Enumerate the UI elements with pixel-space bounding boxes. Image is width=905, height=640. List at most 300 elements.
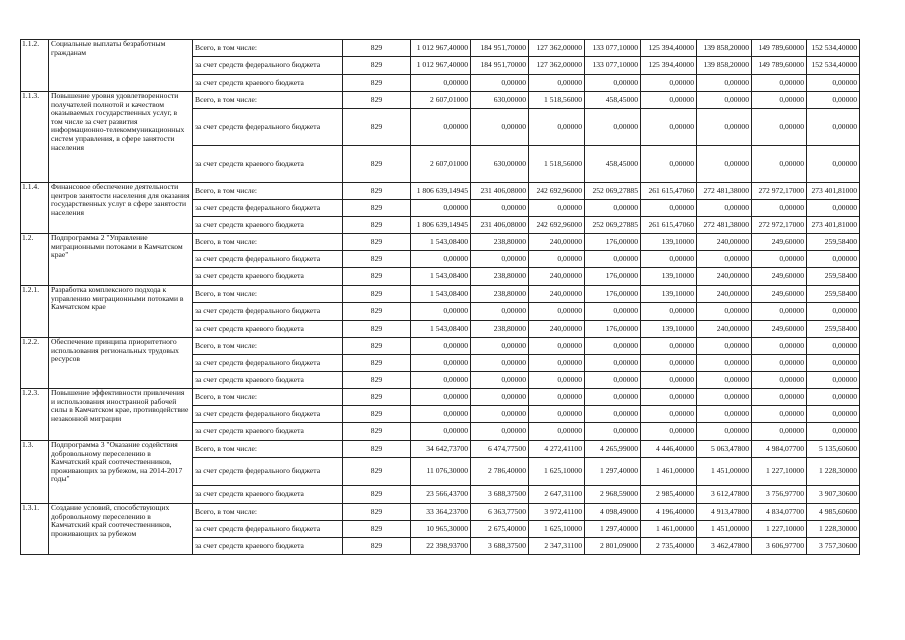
amount-cell: 0,00000: [697, 338, 752, 355]
amount-cell: 252 069,27885: [585, 217, 641, 234]
item-name: Подпрограмма 2 "Управление миграционными потоками в Камчатском крае": [49, 234, 193, 286]
amount-cell: 0,00000: [529, 75, 585, 92]
amount-cell: 0,00000: [641, 75, 697, 92]
amount-cell: 0,00000: [641, 92, 697, 109]
amount-cell: 152 534,40000: [807, 57, 860, 75]
table-row: [21, 338, 860, 355]
amount-cell: 149 789,60000: [752, 40, 807, 57]
amount-cell: 0,00000: [471, 75, 529, 92]
amount-cell: 0,00000: [752, 389, 807, 406]
amount-cell: 1 543,08400: [411, 234, 471, 251]
amount-cell: 10 965,30000: [411, 521, 471, 538]
amount-cell: 5 135,60600: [807, 441, 860, 458]
amount-cell: 0,00000: [752, 423, 807, 441]
item-number: 1.2.: [21, 234, 49, 286]
amount-cell: 0,00000: [471, 338, 529, 355]
amount-cell: 1 625,10000: [529, 458, 585, 486]
amount-cell: 0,00000: [585, 303, 641, 321]
amount-cell: 0,00000: [697, 251, 752, 268]
amount-cell: 2 647,31100: [529, 486, 585, 504]
amount-cell: 0,00000: [471, 389, 529, 406]
item-number: 1.1.3.: [21, 92, 49, 183]
amount-cell: 0,00000: [411, 75, 471, 92]
amount-cell: 3 606,97700: [752, 538, 807, 555]
amount-cell: 0,00000: [697, 146, 752, 183]
amount-cell: 0,00000: [807, 338, 860, 355]
amount-cell: 0,00000: [585, 75, 641, 92]
amount-cell: 0,00000: [752, 92, 807, 109]
item-name: Создание условий, способствующих добровольному переселению в Камчатский край соотечественников, проживающих за рубежом: [49, 504, 193, 555]
amount-cell: 0,00000: [752, 109, 807, 146]
amount-cell: 0,00000: [471, 200, 529, 217]
amount-cell: 0,00000: [471, 372, 529, 389]
budget-code: 829: [343, 458, 411, 486]
amount-cell: 240,00000: [697, 268, 752, 286]
amount-cell: 249,60000: [752, 234, 807, 251]
amount-cell: 176,00000: [585, 234, 641, 251]
amount-cell: 0,00000: [471, 251, 529, 268]
budget-code: 829: [343, 406, 411, 423]
funding-source: за счет средств краевого бюджета: [193, 217, 343, 234]
amount-cell: 0,00000: [697, 355, 752, 372]
amount-cell: 261 615,47060: [641, 217, 697, 234]
amount-cell: 0,00000: [529, 338, 585, 355]
amount-cell: 2 786,40000: [471, 458, 529, 486]
table-row: [21, 92, 860, 109]
amount-cell: 2 735,40000: [641, 538, 697, 555]
amount-cell: 0,00000: [752, 200, 807, 217]
amount-cell: 0,00000: [752, 338, 807, 355]
amount-cell: 273 401,81000: [807, 183, 860, 200]
amount-cell: 6 474,77500: [471, 441, 529, 458]
amount-cell: 176,00000: [585, 286, 641, 303]
amount-cell: 0,00000: [641, 251, 697, 268]
funding-source: за счет средств федерального бюджета: [193, 109, 343, 146]
funding-source: Всего, в том числе:: [193, 338, 343, 355]
amount-cell: 0,00000: [752, 251, 807, 268]
amount-cell: 0,00000: [641, 372, 697, 389]
budget-code: 829: [343, 92, 411, 109]
item-number: 1.3.: [21, 441, 49, 504]
funding-source: Всего, в том числе:: [193, 234, 343, 251]
amount-cell: 0,00000: [807, 75, 860, 92]
amount-cell: 0,00000: [529, 423, 585, 441]
amount-cell: 238,80000: [471, 321, 529, 338]
amount-cell: 272 972,17000: [752, 183, 807, 200]
budget-code: 829: [343, 355, 411, 372]
budget-code: 829: [343, 75, 411, 92]
amount-cell: 2 968,59000: [585, 486, 641, 504]
funding-source: Всего, в том числе:: [193, 183, 343, 200]
amount-cell: 0,00000: [752, 146, 807, 183]
amount-cell: 0,00000: [529, 251, 585, 268]
amount-cell: 4 913,47800: [697, 504, 752, 521]
budget-code: 829: [343, 321, 411, 338]
amount-cell: 127 362,00000: [529, 40, 585, 57]
amount-cell: 0,00000: [807, 146, 860, 183]
amount-cell: 139 858,20000: [697, 40, 752, 57]
amount-cell: 3 612,47800: [697, 486, 752, 504]
funding-source: за счет средств федерального бюджета: [193, 458, 343, 486]
budget-code: 829: [343, 40, 411, 57]
amount-cell: 240,00000: [529, 268, 585, 286]
amount-cell: 273 401,81000: [807, 217, 860, 234]
amount-cell: 249,60000: [752, 286, 807, 303]
amount-cell: 2 801,09000: [585, 538, 641, 555]
amount-cell: 272 972,17000: [752, 217, 807, 234]
amount-cell: 3 688,37500: [471, 538, 529, 555]
amount-cell: 231 406,08000: [471, 217, 529, 234]
amount-cell: 2 347,31100: [529, 538, 585, 555]
budget-code: 829: [343, 521, 411, 538]
amount-cell: 0,00000: [529, 406, 585, 423]
budget-code: 829: [343, 538, 411, 555]
amount-cell: 259,58400: [807, 234, 860, 251]
amount-cell: 0,00000: [585, 389, 641, 406]
amount-cell: 0,00000: [697, 389, 752, 406]
amount-cell: 3 972,41100: [529, 504, 585, 521]
amount-cell: 11 076,30000: [411, 458, 471, 486]
amount-cell: 0,00000: [585, 406, 641, 423]
amount-cell: 184 951,70000: [471, 57, 529, 75]
funding-source: Всего, в том числе:: [193, 40, 343, 57]
amount-cell: 0,00000: [807, 406, 860, 423]
funding-source: за счет средств краевого бюджета: [193, 268, 343, 286]
amount-cell: 0,00000: [641, 200, 697, 217]
amount-cell: 3 688,37500: [471, 486, 529, 504]
funding-source: за счет средств краевого бюджета: [193, 146, 343, 183]
item-name: Подпрограмма 3 "Оказание содействия добровольному переселению в Камчатский край соотечественников, проживающих за рубежом, на 2014-2017 годы": [49, 441, 193, 504]
amount-cell: 0,00000: [411, 406, 471, 423]
table-row: [21, 441, 860, 458]
amount-cell: 1 461,00000: [641, 458, 697, 486]
amount-cell: 1 543,08400: [411, 321, 471, 338]
amount-cell: 34 642,73700: [411, 441, 471, 458]
amount-cell: 0,00000: [529, 109, 585, 146]
amount-cell: 4 984,07700: [752, 441, 807, 458]
funding-source: за счет средств краевого бюджета: [193, 538, 343, 555]
budget-code: 829: [343, 423, 411, 441]
amount-cell: 0,00000: [641, 389, 697, 406]
amount-cell: 240,00000: [697, 234, 752, 251]
amount-cell: 0,00000: [529, 200, 585, 217]
funding-source: Всего, в том числе:: [193, 286, 343, 303]
amount-cell: 261 615,47060: [641, 183, 697, 200]
amount-cell: 1 451,00000: [697, 458, 752, 486]
budget-code: 829: [343, 183, 411, 200]
amount-cell: 3 756,97700: [752, 486, 807, 504]
amount-cell: 0,00000: [697, 372, 752, 389]
amount-cell: 2 607,01000: [411, 92, 471, 109]
amount-cell: 1 461,00000: [641, 521, 697, 538]
amount-cell: 1 543,08400: [411, 268, 471, 286]
amount-cell: 0,00000: [411, 423, 471, 441]
amount-cell: 0,00000: [807, 251, 860, 268]
item-number: 1.3.1.: [21, 504, 49, 555]
budget-code: 829: [343, 57, 411, 75]
item-name: Повышение уровня удовлетворенности получателей полнотой и качеством оказываемых государственных услуг, в том числе за счет развития информационно-телекоммуникационных систем управления, в сфере занятости населения: [49, 92, 193, 183]
amount-cell: 259,58400: [807, 286, 860, 303]
item-number: 1.2.1.: [21, 286, 49, 338]
amount-cell: 238,80000: [471, 286, 529, 303]
amount-cell: 272 481,38000: [697, 217, 752, 234]
amount-cell: 240,00000: [529, 321, 585, 338]
funding-source: за счет средств федерального бюджета: [193, 521, 343, 538]
budget-code: 829: [343, 303, 411, 321]
item-number: 1.1.4.: [21, 183, 49, 234]
table-row: [21, 234, 860, 251]
amount-cell: 0,00000: [697, 92, 752, 109]
amount-cell: 0,00000: [641, 355, 697, 372]
funding-source: за счет средств федерального бюджета: [193, 303, 343, 321]
amount-cell: 0,00000: [752, 355, 807, 372]
amount-cell: 458,45000: [585, 146, 641, 183]
item-number: 1.2.2.: [21, 338, 49, 389]
budget-table-body: [21, 40, 860, 555]
funding-source: за счет средств федерального бюджета: [193, 57, 343, 75]
amount-cell: 139 858,20000: [697, 57, 752, 75]
amount-cell: 3 462,47800: [697, 538, 752, 555]
budget-code: 829: [343, 217, 411, 234]
amount-cell: 133 077,10000: [585, 57, 641, 75]
amount-cell: 1 806 639,14945: [411, 217, 471, 234]
amount-cell: 0,00000: [585, 423, 641, 441]
amount-cell: 0,00000: [585, 200, 641, 217]
amount-cell: 0,00000: [697, 75, 752, 92]
amount-cell: 242 692,96000: [529, 183, 585, 200]
amount-cell: 0,00000: [697, 200, 752, 217]
amount-cell: 4 196,40000: [641, 504, 697, 521]
amount-cell: 5 063,47800: [697, 441, 752, 458]
amount-cell: 0,00000: [585, 109, 641, 146]
amount-cell: 272 481,38000: [697, 183, 752, 200]
amount-cell: 0,00000: [585, 355, 641, 372]
amount-cell: 0,00000: [641, 146, 697, 183]
budget-code: 829: [343, 441, 411, 458]
funding-source: за счет средств краевого бюджета: [193, 486, 343, 504]
amount-cell: 4 446,40000: [641, 441, 697, 458]
amount-cell: 4 834,07700: [752, 504, 807, 521]
amount-cell: 1 228,30000: [807, 521, 860, 538]
budget-code: 829: [343, 234, 411, 251]
amount-cell: 1 451,00000: [697, 521, 752, 538]
amount-cell: 252 069,27885: [585, 183, 641, 200]
budget-code: 829: [343, 486, 411, 504]
funding-source: Всего, в том числе:: [193, 504, 343, 521]
amount-cell: 0,00000: [697, 423, 752, 441]
budget-document: [20, 39, 860, 555]
amount-cell: 0,00000: [529, 303, 585, 321]
amount-cell: 4 272,41100: [529, 441, 585, 458]
amount-cell: 0,00000: [411, 303, 471, 321]
amount-cell: 2 675,40000: [471, 521, 529, 538]
amount-cell: 0,00000: [641, 303, 697, 321]
amount-cell: 0,00000: [807, 423, 860, 441]
funding-source: за счет средств краевого бюджета: [193, 75, 343, 92]
amount-cell: 0,00000: [807, 92, 860, 109]
budget-table: [20, 39, 860, 555]
amount-cell: 6 363,77500: [471, 504, 529, 521]
amount-cell: 139,10000: [641, 286, 697, 303]
amount-cell: 259,58400: [807, 321, 860, 338]
amount-cell: 133 077,10000: [585, 40, 641, 57]
funding-source: за счет средств федерального бюджета: [193, 251, 343, 268]
item-number: 1.2.3.: [21, 389, 49, 441]
amount-cell: 22 398,93700: [411, 538, 471, 555]
amount-cell: 149 789,60000: [752, 57, 807, 75]
amount-cell: 249,60000: [752, 268, 807, 286]
amount-cell: 1 012 967,40000: [411, 40, 471, 57]
amount-cell: 0,00000: [471, 406, 529, 423]
amount-cell: 0,00000: [752, 406, 807, 423]
amount-cell: 240,00000: [697, 321, 752, 338]
table-row: [21, 183, 860, 200]
amount-cell: 249,60000: [752, 321, 807, 338]
table-row: [21, 286, 860, 303]
amount-cell: 4 098,49000: [585, 504, 641, 521]
amount-cell: 458,45000: [585, 92, 641, 109]
amount-cell: 2 607,01000: [411, 146, 471, 183]
amount-cell: 1 625,10000: [529, 521, 585, 538]
amount-cell: 0,00000: [697, 303, 752, 321]
table-row: [21, 504, 860, 521]
amount-cell: 4 265,99000: [585, 441, 641, 458]
amount-cell: 1 518,56000: [529, 92, 585, 109]
amount-cell: 259,58400: [807, 268, 860, 286]
amount-cell: 1 297,40000: [585, 521, 641, 538]
amount-cell: 1 518,56000: [529, 146, 585, 183]
amount-cell: 0,00000: [411, 200, 471, 217]
amount-cell: 0,00000: [471, 303, 529, 321]
funding-source: Всего, в том числе:: [193, 441, 343, 458]
amount-cell: 139,10000: [641, 268, 697, 286]
funding-source: за счет средств краевого бюджета: [193, 372, 343, 389]
amount-cell: 125 394,40000: [641, 40, 697, 57]
amount-cell: 125 394,40000: [641, 57, 697, 75]
table-row: [21, 40, 860, 57]
amount-cell: 2 985,40000: [641, 486, 697, 504]
item-name: Социальные выплаты безработным гражданам: [49, 40, 193, 92]
amount-cell: 33 364,23700: [411, 504, 471, 521]
amount-cell: 0,00000: [411, 389, 471, 406]
funding-source: Всего, в том числе:: [193, 389, 343, 406]
funding-source: за счет средств федерального бюджета: [193, 406, 343, 423]
amount-cell: 0,00000: [471, 109, 529, 146]
budget-code: 829: [343, 251, 411, 268]
amount-cell: 1 228,30000: [807, 458, 860, 486]
table-row: [21, 389, 860, 406]
amount-cell: 4 985,60600: [807, 504, 860, 521]
funding-source: за счет средств федерального бюджета: [193, 200, 343, 217]
budget-code: 829: [343, 146, 411, 183]
budget-code: 829: [343, 109, 411, 146]
amount-cell: 0,00000: [411, 372, 471, 389]
budget-code: 829: [343, 389, 411, 406]
budget-code: 829: [343, 504, 411, 521]
amount-cell: 152 534,40000: [807, 40, 860, 57]
amount-cell: 0,00000: [807, 303, 860, 321]
amount-cell: 184 951,70000: [471, 40, 529, 57]
amount-cell: 0,00000: [529, 355, 585, 372]
amount-cell: 0,00000: [585, 338, 641, 355]
amount-cell: 0,00000: [641, 109, 697, 146]
amount-cell: 0,00000: [585, 251, 641, 268]
amount-cell: 630,00000: [471, 146, 529, 183]
amount-cell: 0,00000: [807, 372, 860, 389]
amount-cell: 0,00000: [585, 372, 641, 389]
amount-cell: 1 227,10000: [752, 521, 807, 538]
amount-cell: 1 806 639,14945: [411, 183, 471, 200]
amount-cell: 0,00000: [752, 75, 807, 92]
budget-code: 829: [343, 338, 411, 355]
amount-cell: 3 757,30600: [807, 538, 860, 555]
amount-cell: 0,00000: [697, 406, 752, 423]
item-name: Повышение эффективности привлечения и использования иностранной рабочей силы в Камчатском крае, противодействие незаконной миграции: [49, 389, 193, 441]
amount-cell: 0,00000: [529, 389, 585, 406]
amount-cell: 231 406,08000: [471, 183, 529, 200]
funding-source: Всего, в том числе:: [193, 92, 343, 109]
budget-code: 829: [343, 286, 411, 303]
amount-cell: 0,00000: [752, 303, 807, 321]
amount-cell: 0,00000: [529, 372, 585, 389]
amount-cell: 0,00000: [641, 406, 697, 423]
amount-cell: 240,00000: [529, 286, 585, 303]
amount-cell: 0,00000: [411, 338, 471, 355]
amount-cell: 238,80000: [471, 234, 529, 251]
amount-cell: 176,00000: [585, 268, 641, 286]
amount-cell: 139,10000: [641, 321, 697, 338]
amount-cell: 630,00000: [471, 92, 529, 109]
amount-cell: 0,00000: [807, 389, 860, 406]
amount-cell: 0,00000: [471, 355, 529, 372]
amount-cell: 1 012 967,40000: [411, 57, 471, 75]
amount-cell: 23 566,43700: [411, 486, 471, 504]
amount-cell: 1 297,40000: [585, 458, 641, 486]
amount-cell: 242 692,96000: [529, 217, 585, 234]
amount-cell: 3 907,30600: [807, 486, 860, 504]
amount-cell: 0,00000: [807, 355, 860, 372]
funding-source: за счет средств краевого бюджета: [193, 423, 343, 441]
amount-cell: 0,00000: [752, 372, 807, 389]
item-name: Финансовое обеспечение деятельности центров занятости населения для оказания государственных услуг в сфере занятости населения: [49, 183, 193, 234]
amount-cell: 0,00000: [697, 109, 752, 146]
amount-cell: 0,00000: [411, 109, 471, 146]
amount-cell: 0,00000: [411, 251, 471, 268]
amount-cell: 0,00000: [807, 200, 860, 217]
amount-cell: 0,00000: [641, 338, 697, 355]
budget-code: 829: [343, 200, 411, 217]
amount-cell: 1 227,10000: [752, 458, 807, 486]
funding-source: за счет средств краевого бюджета: [193, 321, 343, 338]
amount-cell: 240,00000: [529, 234, 585, 251]
amount-cell: 127 362,00000: [529, 57, 585, 75]
amount-cell: 0,00000: [471, 423, 529, 441]
amount-cell: 139,10000: [641, 234, 697, 251]
amount-cell: 0,00000: [641, 423, 697, 441]
amount-cell: 0,00000: [807, 109, 860, 146]
funding-source: за счет средств федерального бюджета: [193, 355, 343, 372]
budget-code: 829: [343, 372, 411, 389]
amount-cell: 238,80000: [471, 268, 529, 286]
item-name: Разработка комплексного подхода к управлению миграционными потоками в Камчатском крае: [49, 286, 193, 338]
amount-cell: 240,00000: [697, 286, 752, 303]
amount-cell: 0,00000: [411, 355, 471, 372]
item-name: Обеспечение принципа приоритетного использования региональных трудовых ресурсов: [49, 338, 193, 389]
item-number: 1.1.2.: [21, 40, 49, 92]
amount-cell: 176,00000: [585, 321, 641, 338]
budget-code: 829: [343, 268, 411, 286]
amount-cell: 1 543,08400: [411, 286, 471, 303]
